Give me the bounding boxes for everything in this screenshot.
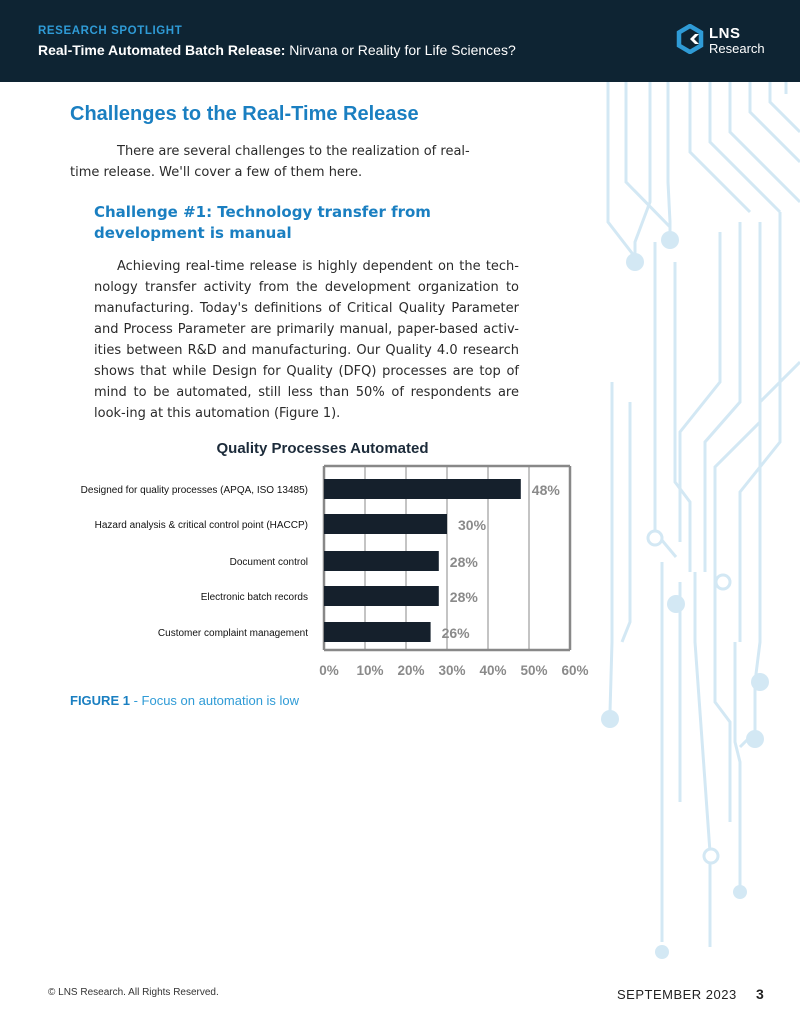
category-label: Designed for quality processes (APQA, ISO 13485): [80, 485, 308, 496]
bar: [324, 586, 439, 606]
x-tick-label: 30%: [438, 663, 466, 678]
header-kicker: RESEARCH SPOTLIGHT: [38, 25, 183, 37]
bar: [324, 479, 521, 499]
category-label: Customer complaint management: [157, 628, 308, 639]
header-title-bold: Real-Time Automated Batch Release:: [38, 42, 286, 58]
chart-title: Quality Processes Automated: [216, 440, 429, 457]
challenge-body: Achieving real-time release is highly dependent on the tech-nology transfer activity from the development organization to manufacturing. Today's definitions of Critical Quality Parameter and Process Parameter are primarily manual, paper-based activ-ities between R&D and manufacturing. Our Quality 4.0 research shows that while Design for Quality (DFQ) processes are top of mind to be automated, still less than 50% of respondents are look-ing at this automation (Figure 1).: [94, 259, 519, 421]
category-label: Document control: [229, 557, 308, 568]
bar-value-label: 26%: [441, 625, 470, 641]
header-title: [38, 42, 516, 58]
figure-caption: [70, 693, 299, 708]
footer-copyright: © LNS Research. All Rights Reserved.: [48, 987, 219, 998]
bar: [324, 551, 439, 571]
bar-value-label: 28%: [449, 589, 478, 605]
x-tick-label: 50%: [520, 663, 548, 678]
intro-paragraph: There are several challenges to the realization of real-time release. We'll cover a few of them here.: [70, 144, 470, 180]
figure-label: FIGURE 1: [70, 693, 130, 708]
logo-text-research: Research: [709, 41, 765, 56]
bar-value-label: 48%: [531, 482, 560, 498]
bar: [324, 622, 431, 642]
x-tick-label: 20%: [397, 663, 425, 678]
lns-logo: [675, 24, 775, 58]
x-tick-label: 60%: [561, 663, 589, 678]
category-label: Electronic batch records: [200, 592, 308, 603]
header-title-rest: Nirvana or Reality for Life Sciences?: [285, 42, 516, 58]
challenge-title: Challenge #1: Technology transfer from development is manual: [94, 203, 431, 242]
quality-processes-bar-chart: [0, 460, 620, 690]
x-tick-label: 40%: [479, 663, 507, 678]
hexagon-chevron-logo-icon: [675, 24, 705, 54]
figure-caption-text: - Focus on automation is low: [129, 693, 300, 708]
category-label: Hazard analysis & critical control point (HACCP): [94, 520, 308, 531]
bar: [324, 514, 447, 534]
page-number: 3: [756, 986, 764, 1002]
section-title: Challenges to the Real-Time Release: [70, 103, 419, 125]
bar-value-label: 30%: [458, 517, 487, 533]
x-tick-label: 10%: [356, 663, 384, 678]
bar-value-label: 28%: [449, 554, 478, 570]
header-bar: [0, 0, 800, 82]
circuit-decoration: [590, 82, 800, 972]
footer-date: SEPTEMBER 2023: [617, 987, 737, 1002]
x-tick-label: 0%: [319, 663, 339, 678]
logo-text-lns: LNS: [709, 25, 741, 42]
